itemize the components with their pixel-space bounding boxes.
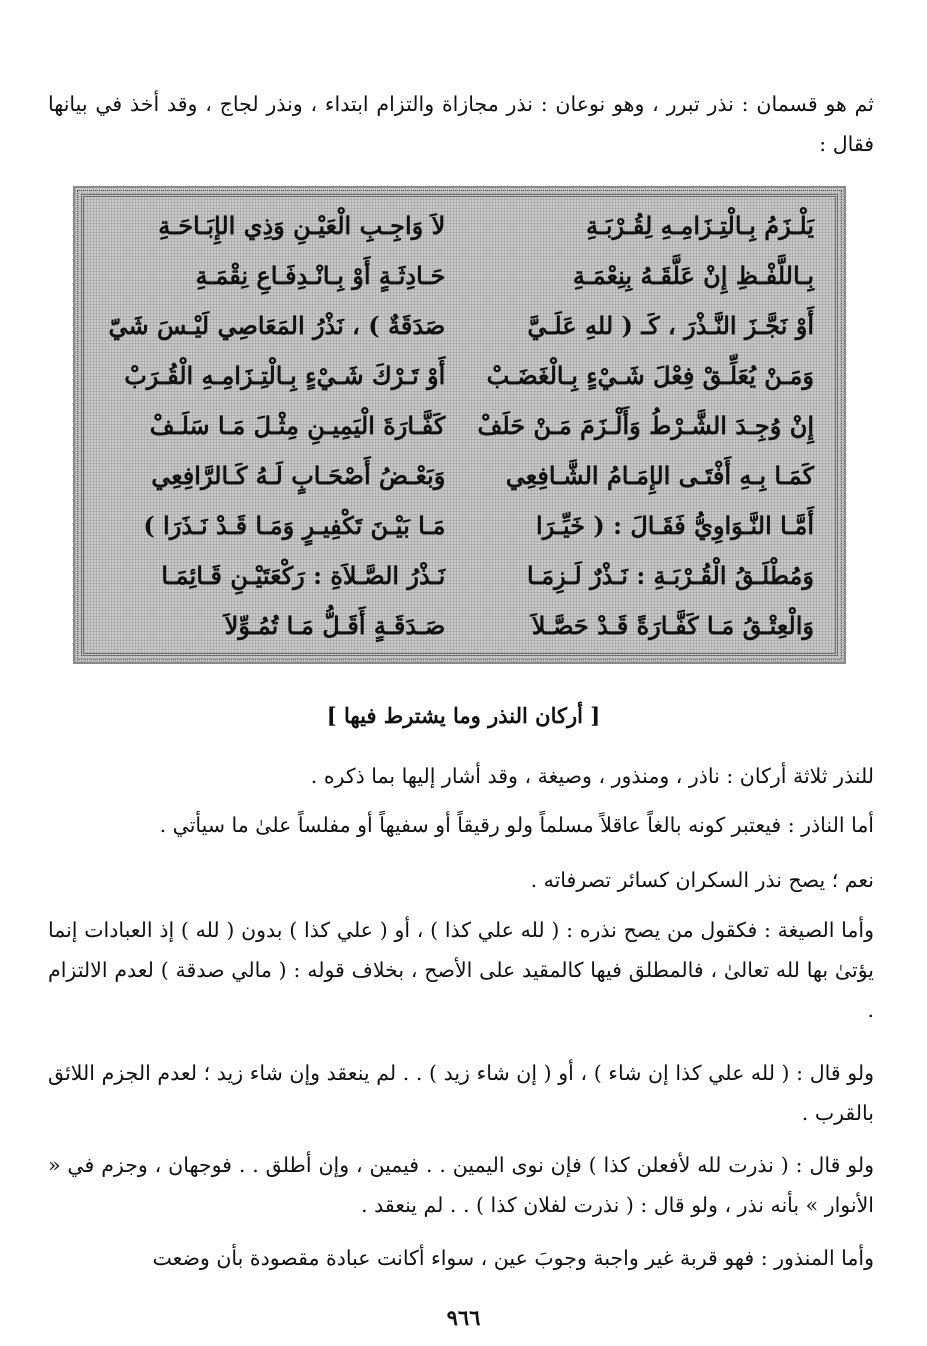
verse-first-hemistich: يَلْـزَمُ بِـالْتِـزَامِـهِ لِقُـرْبَـةِ bbox=[585, 210, 814, 240]
paragraph: للنذر ثلاثة أركان : ناذر ، ومنذور ، وصيغة ، وقد أشار إليها بما ذكره . bbox=[310, 764, 874, 788]
verse-first-hemistich: وَمُطْلَـقُ الْقُـرْبَـةِ : نَـذْرٌ لَـزِمَـا bbox=[526, 560, 814, 590]
verse-line bbox=[105, 252, 814, 298]
page-number: ٩٦٦ bbox=[446, 1305, 481, 1330]
verse-second-hemistich: مَـا بَيْـنَ تَكْفِيـرٍ وَمَـا قَـدْ نَـذَرَا ) bbox=[143, 510, 446, 540]
section-heading: [ أركان النذر وما يشترط فيها ] bbox=[326, 703, 601, 728]
paragraph: ولو قال : ( نذرت لله لأفعلن كذا ) فإن نوى اليمين . . فيمين ، وإن أطلق . . فوجهان ، وجزم في « الأنوار » بأنه نذر ، ولو قال : ( نذرت لفلان كذا ) . . لم ينعقد . bbox=[48, 1153, 874, 1217]
verse-first-hemistich: كَمَـا بِـهِ أَفْتَـى الإِمَـامُ الشَّـافِعِي bbox=[505, 460, 814, 490]
verse-first-hemistich: أَوْ نَجَّـزَ النَّـذْرَ ، كَـ ( للهِ عَلَـيَّ bbox=[527, 310, 814, 340]
verse-frame bbox=[73, 186, 846, 664]
verse-line bbox=[105, 552, 814, 598]
verse-first-hemistich: بِـاللَّفْـظِ إِنْ عَلَّقَـهُ بِنِعْمَـةِ bbox=[572, 260, 814, 290]
verse-second-hemistich: لاَ وَاجِـبِ الْعَيْـنِ وَذِي الإِبَـاحَـةِ bbox=[158, 210, 446, 240]
verse-first-hemistich: إِنْ وُجِـدَ الشَّـرْطُ وَأَلْـزَمَ مَـنْ حَلَفْ bbox=[477, 410, 814, 440]
verse-line bbox=[105, 302, 814, 348]
verse-first-hemistich: وَمَـنْ يُعَلِّـقْ فِعْلَ شَـيْءٍ بِـالْغَضَـبْ bbox=[486, 360, 814, 390]
verse-line bbox=[105, 502, 814, 548]
paragraph: أما الناذر : فيعتبر كونه بالغاً عاقلاً مسلماً ولو رقيقاً أو سفيهاً أو مفلساً علىٰ ما سيأتي . bbox=[159, 813, 874, 837]
verse-second-hemistich: نَـذْرُ الصَّـلاَةِ : رَكْعَتَيْـنِ قَـائِمَـا bbox=[161, 560, 446, 590]
intro-paragraph: ثم هو قسمان : نذر تبرر ، وهو نوعان : نذر مجازاة والتزام ابتداء ، ونذر لجاج ، وقد أخذ في بيانها فقال : bbox=[48, 92, 874, 156]
verse-line bbox=[105, 602, 814, 648]
verse-line bbox=[105, 352, 814, 398]
verse-line bbox=[105, 202, 814, 248]
verse-second-hemistich: صَدَقَةٌ ) ، نَذْرُ المَعَاصِي لَيْـسَ شَيّ bbox=[108, 310, 446, 340]
paragraph: ولو قال : ( لله علي كذا إن شاء ) ، أو ( إن شاء زيد ) . . لم ينعقد وإن شاء زيد ؛ لعدم الجزم اللائق بالقرب . bbox=[48, 1061, 874, 1125]
verse-line bbox=[105, 402, 814, 448]
verse-list bbox=[105, 202, 814, 648]
verse-second-hemistich: وَبَعْـضُ أَصْحَـابٍ لَـهُ كَـالرَّافِعِي bbox=[151, 460, 446, 490]
verse-second-hemistich: صَـدَقَـةٍ أَقَـلُّ مَـا تُمُـوِّلاَ bbox=[224, 610, 446, 640]
verse-second-hemistich: كَفَّـارَةَ الْيَمِيـنِ مِثْـلَ مَـا سَلَـفْ bbox=[149, 410, 446, 440]
verse-second-hemistich: حَـادِثَـةٍ أَوْ بِـانْـدِفَـاعِ نِقْمَـةِ bbox=[195, 260, 446, 290]
paragraph: وأما الصيغة : فكقول من يصح نذره : ( لله علي كذا ) ، أو ( علي كذا ) بدون ( لله ) إذ العبادات إنما يؤتىٰ بها لله تعالىٰ ، فالمطلق فيها كالمقيد على الأصح ، بخلاف قوله : ( مالي صدقة ) لعدم الالتزام . bbox=[48, 918, 874, 1022]
paragraph: وأما المنذور : فهو قربة غير واجبة وجوبَ عين ، سواء أكانت عبادة مقصودة بأن وضعت bbox=[152, 1246, 874, 1270]
verse-line bbox=[105, 452, 814, 498]
verse-second-hemistich: أَوْ تَـرْكَ شَـيْءٍ بِـالْتِـزَامِـهِ الْقُـرَبْ bbox=[124, 360, 446, 390]
verse-first-hemistich: أَمَّـا النَّـوَاوِيُّ فَقَـالَ : ( خَيِّـرَا bbox=[536, 510, 814, 540]
verse-first-hemistich: وَالْعِتْـقُ مَـا كَفَّـارَةً قَـدْ حَصَّـلاَ bbox=[531, 610, 814, 640]
paragraph: نعم ؛ يصح نذر السكران كسائر تصرفاته . bbox=[530, 868, 874, 892]
